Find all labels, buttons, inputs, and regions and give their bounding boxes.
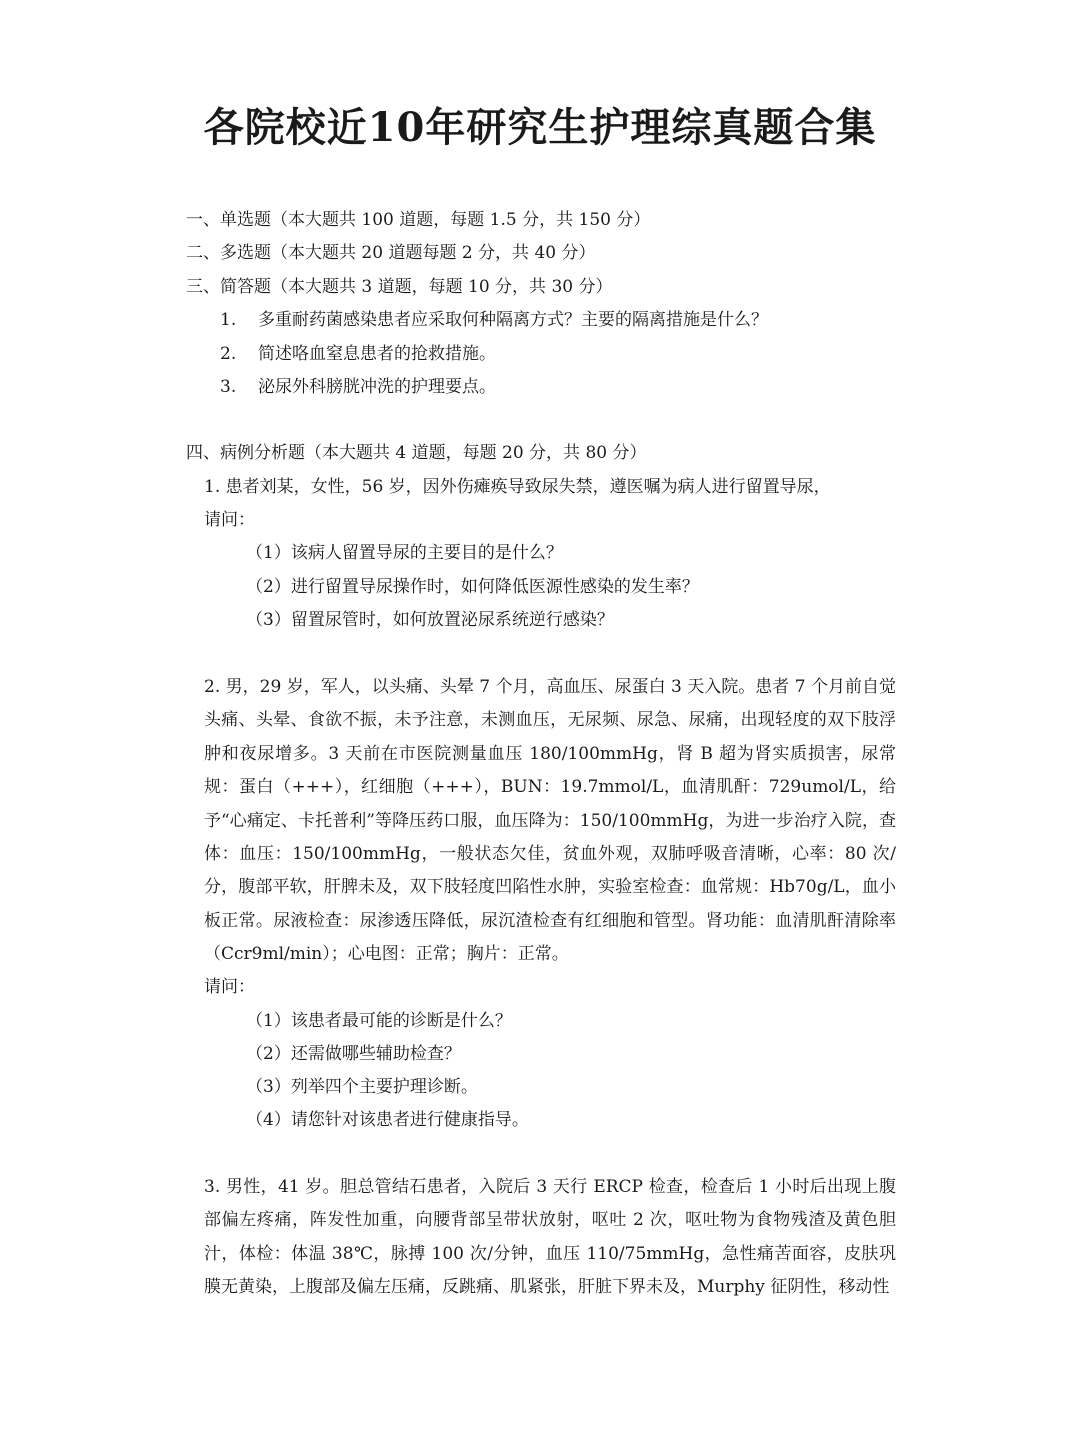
short-answer-number: 1. [220, 310, 237, 330]
short-answer-number: 3. [220, 377, 237, 397]
case1-question: （3）留置尿管时，如何放置泌尿系统逆行感染？ [246, 610, 614, 630]
case1-question: （2）进行留置导尿操作时，如何降低医源性感染的发生率？ [246, 577, 699, 597]
case1-question: （1）该病人留置导尿的主要目的是什么？ [246, 543, 563, 563]
case1-ask: 请问： [204, 510, 255, 530]
case2-question: （4）请您针对该患者进行健康指导。 [246, 1110, 529, 1130]
page-title: 各院校近10年研究生护理综真题合集 [203, 104, 877, 151]
section-single-choice: 一、单选题（本大题共 100 道题，每题 1.5 分，共 150 分） [186, 210, 651, 230]
section-case-analysis: 四、病例分析题（本大题共 4 道题，每题 20 分，共 80 分） [186, 443, 647, 463]
case2-question: （1）该患者最可能的诊断是什么？ [246, 1011, 512, 1031]
section-short-answer: 三、简答题（本大题共 3 道题，每题 10 分，共 30 分） [186, 277, 613, 297]
case2-question: （3）列举四个主要护理诊断。 [246, 1077, 478, 1097]
short-answer-question: 简述咯血窒息患者的抢救措施。 [258, 344, 496, 364]
case2-ask: 请问： [204, 977, 255, 997]
short-answer-question: 泌尿外科膀胱冲洗的护理要点。 [258, 377, 496, 397]
case1-description: 1. 患者刘某，女性，56 岁，因外伤瘫痪导致尿失禁，遵医嘱为病人进行留置导尿， [204, 477, 831, 497]
case2-question: （2）还需做哪些辅助检查？ [246, 1044, 461, 1064]
section-multiple-choice: 二、多选题（本大题共 20 道题每题 2 分，共 40 分） [186, 243, 596, 263]
short-answer-number: 2. [220, 344, 237, 364]
short-answer-question: 多重耐药菌感染患者应采取何种隔离方式？主要的隔离措施是什么？ [258, 310, 768, 330]
case2-description: 2. 男，29 岁，军人，以头痛、头晕 7 个月，高血压、尿蛋白 3 天入院。患者 7 个月前自觉头痛、头晕、食欲不振，未予注意，未测血压，无尿频、尿急、尿痛，出现轻度的双下肢浮肿和夜尿增多。3 天前在市医院测量血压 180/100mmHg，肾 B 超为肾实质损害，尿常规：蛋白（+++），红细胞（+++），BUN：19.7mmol/L，血清肌酐：729umol/L，给予“心痛定、卡托普利”等降压药口服，血压降为：150/100mmHg，为进一步治疗入院，查体：血压：150/100mmHg，一般状态欠佳，贫血外观，双肺呼吸音清晰，心率：80 次/分，腹部平软，肝脾未及，双下肢轻度凹陷性水肿，实验室检查：血常规：Hb70g/L，血小板正常。尿液检查：尿渗透压降低，尿沉渣检查有红细胞和管型。肾功能：血清肌酐清除率（Ccr9ml/min）；心电图：正常；胸片：正常。 [204, 677, 896, 965]
case3-description: 3. 男性，41 岁。胆总管结石患者，入院后 3 天行 ERCP 检查，检查后 1 小时后出现上腹部偏左疼痛，阵发性加重，向腰背部呈带状放射，呕吐 2 次，呕吐物为食物残渣及黄色胆汁，体检：体温 38℃，脉搏 100 次/分钟，血压 110/75mmHg，急性痛苦面容，皮肤巩膜无黄染，上腹部及偏左压痛，反跳痛、肌紧张，肝脏下界未及，Murphy 征阴性，移动性 [204, 1177, 896, 1298]
